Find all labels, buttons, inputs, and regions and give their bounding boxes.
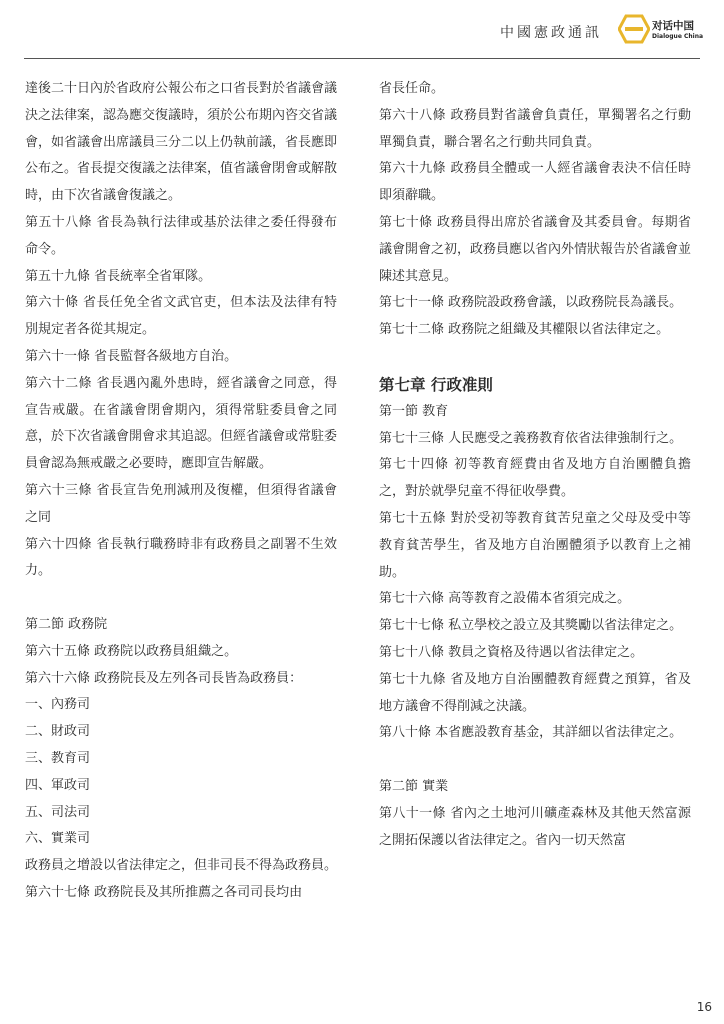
paragraph: 第六十條 省長任免全省文武官吏，但本法及法律有特別規定者各從其規定。: [25, 295, 337, 338]
paragraph: 第六十二條 省長遇內亂外患時，經省議會之同意，得宣告戒嚴。在省議會閉會期內，須得常駐委員會之同意，於下次省議會開會求其追認。但經省議會或常駐委員會認為無戒嚴之必要時，應即宣告解嚴。: [25, 375, 338, 472]
list-item: 四、軍政司: [25, 777, 91, 793]
paragraph: 第七十一條 政務院設政務會議，以政務院長為議長。: [379, 295, 683, 311]
paragraph: 政務員之增設以省法律定之，但非司長不得為政務員。: [25, 858, 338, 874]
paragraph: 第六十九條 政務員全體或一人經省議會表決不信任時即須辭職。: [379, 161, 691, 204]
logo-english-text: Dialogue China: [652, 33, 704, 40]
magazine-title: 中國憲政通訊: [500, 25, 602, 41]
paragraph: 第七十三條 人民應受之義務教育依省法律強制行之。: [379, 430, 683, 446]
spacer: [379, 747, 691, 774]
list-item: 一、內務司: [25, 697, 91, 713]
paragraph: 第七十四條 初等教育經費由省及地方自治團體負擔之，對於就學兒童不得征收學費。: [379, 457, 691, 500]
paragraph: 第六十七條 政務院長及其所推薦之各司司長均由: [25, 884, 303, 900]
chapter-title: 第七章 行政准則: [379, 375, 493, 394]
paragraph: 第七十五條 對於受初等教育貧苦兒童之父母及受中等教育貧苦學生，省及地方自治團體須予以教育上之補助。: [379, 510, 691, 580]
paragraph: 第七十七條 私立學校之設立及其獎勵以省法律定之。: [379, 618, 683, 634]
page-header: [24, 10, 704, 59]
section-title: 第一節 教育: [379, 403, 449, 419]
logo-chinese-text: 对话中国: [652, 20, 694, 32]
paragraph: 第六十六條 政務院長及左列各司長皆為政務員：: [25, 670, 303, 686]
paragraph: 第八十一條 省內之土地河川礦產森林及其他天然富源之開拓保護以省法律定之。省內一切天然富: [379, 805, 691, 848]
list-item: 六、實業司: [25, 831, 91, 847]
section-title: 第二節 實業: [379, 778, 449, 794]
paragraph: 第六十三條 省長宣告免刑減刑及復權，但須得省議會之同: [25, 482, 337, 525]
paragraph: 第六十一條 省長監督各級地方自治。: [25, 348, 238, 364]
paragraph: 第七十八條 教員之資格及待遇以省法律定之。: [379, 644, 644, 660]
paragraph: 第七十九條 省及地方自治團體教育經費之預算，省及地方議會不得削減之決議。: [379, 671, 691, 714]
paragraph: 第六十八條 政務員對省議會負責任，單獨署名之行動單獨負責，聯合署名之行動共同負責。: [379, 107, 691, 150]
list-item: 三、教育司: [25, 750, 91, 766]
list-item: 五、司法司: [25, 804, 91, 820]
paragraph: 達後二十日內於省政府公報公布之口省長對於省議會議決之法律案，認為應交復議時，須於公布期內咨交省議會，如省議會出席議員三分二以上仍執前議，省長應即公布之。省長提交復議之法律案，值省議會閉會或解散時，由下次省議會復議之。: [25, 81, 338, 204]
section-title: 第二節 政務院: [25, 616, 108, 632]
logo-mark-icon: [618, 14, 650, 44]
list-item: 二、財政司: [25, 724, 91, 740]
right-column: [379, 76, 691, 854]
paragraph: 第七十二條 政務院之組織及其權限以省法律定之。: [379, 322, 670, 338]
paragraph: 第七十條 政務員得出席於省議會及其委員會。每期省議會開會之初，政務員應以省內外情狀報告於省議會並陳述其意見。: [379, 214, 692, 284]
dialogue-china-logo: [618, 14, 704, 48]
paragraph: 第六十四條 省長執行職務時非有政務員之副署不生效力。: [25, 536, 337, 579]
paragraph: 省長任命。: [379, 81, 445, 96]
paragraph: 第五十九條 省長統率全省軍隊。: [25, 268, 212, 284]
paragraph: 第六十五條 政務院以政務員組織之。: [25, 643, 238, 659]
left-column: [25, 76, 337, 907]
paragraph: 第七十六條 高等教育之設備本省須完成之。: [379, 591, 631, 607]
paragraph: 第五十八條 省長為執行法律或基於法律之委任得發布命令。: [25, 214, 337, 257]
page-number: 16: [696, 1000, 712, 1014]
spacer: [25, 585, 337, 612]
spacer: [379, 344, 691, 371]
paragraph: 第八十條 本省應設教育基金，其詳細以省法律定之。: [379, 725, 683, 741]
